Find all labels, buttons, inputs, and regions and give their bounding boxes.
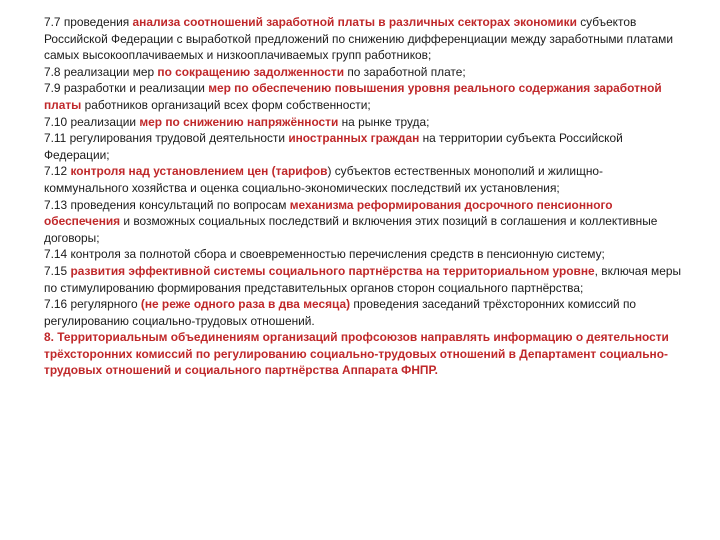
item-number: 7.8 [44,64,61,79]
item-text: регулярного [67,297,141,312]
item-number: 7.14 [44,247,68,262]
item-text: на территории субъекта Российской Федерации; [44,131,623,162]
item-number: 7.9 [44,81,61,96]
item-highlight: по сокращению задолженности [157,64,345,79]
item-text: по заработной плате; [344,64,466,79]
item-text: разработки и реализации [60,81,209,96]
item-highlight: анализа соотношений заработной платы в различных секторах экономики [132,15,577,29]
list-item [44,263,682,296]
item-highlight: мер по обеспечению повышения уровня реального содержания заработной платы [44,81,662,112]
item-text: реализации [67,114,140,129]
item-highlight: иностранных граждан [288,131,420,146]
item-text: проведения консультаций по вопросам [67,197,290,212]
item-highlight: механизма реформирования досрочного пенсионного обеспечения [44,197,613,229]
list-item [44,130,682,163]
item-number: 7.13 [44,197,68,212]
item-text: контроля за полнотой сбора и своевременностью перечисления средств в пенсионную систему; [67,247,605,262]
slide-body [44,14,682,379]
list-item [44,64,682,81]
item-highlight: (не реже одного раза в два месяца) [140,297,351,312]
item-text: регулирования трудовой деятельности [66,131,289,146]
item-number: 7.7 [44,15,61,29]
list-item [44,197,682,247]
final-paragraph: 8. Территориальным объединениям организаций профсоюзов направлять информацию о деятельности трёхсторонних комиссий по регулированию социально-трудовых отношений в Департамент социально-трудовых отношений и социального партнёрства Аппарата ФНПР. [44,330,669,378]
item-highlight: развития эффективной системы социального партнёрства на территориальном уровне [70,263,595,278]
list-item [44,80,682,113]
item-text: , включая меры по стимулированию формирования представительных органов сторон социального партнёрства; [44,263,682,295]
item-highlight: мер по снижению напряжённости [139,114,339,129]
item-text: проведения заседаний трёхсторонних комиссий по регулированию социально-трудовых отношений. [44,297,637,328]
list-item [44,246,682,263]
item-text: субъектов Российской Федерации с выработкой предложений по снижению дифференциации между заработными платами самых высокооплачиваемых и низкооплачиваемых групп работников; [44,15,673,63]
item-text: ) субъектов естественных монополий и жилищно-коммунального хозяйства и оценка социально-экономических последствий их установления; [44,164,603,195]
item-number: 7.15 [44,263,68,278]
item-text: проведения [60,15,133,29]
item-text: и возможных социальных последствий и включения этих позиций в соглашения и коллективные договоры; [44,214,658,245]
item-text: на рынке труда; [338,114,430,129]
list-item [44,14,682,64]
list-item [44,114,682,131]
item-number: 7.10 [44,114,68,129]
item-number: 7.16 [44,297,68,312]
item-text: реализации мер [60,64,158,79]
list-item [44,163,682,196]
item-highlight: контроля над установлением цен (тарифов [70,164,328,179]
item-number: 7.12 [44,164,68,179]
item-number: 7.11 [44,131,67,146]
list-item [44,296,682,329]
item-text: работников организаций всех форм собственности; [81,97,371,112]
